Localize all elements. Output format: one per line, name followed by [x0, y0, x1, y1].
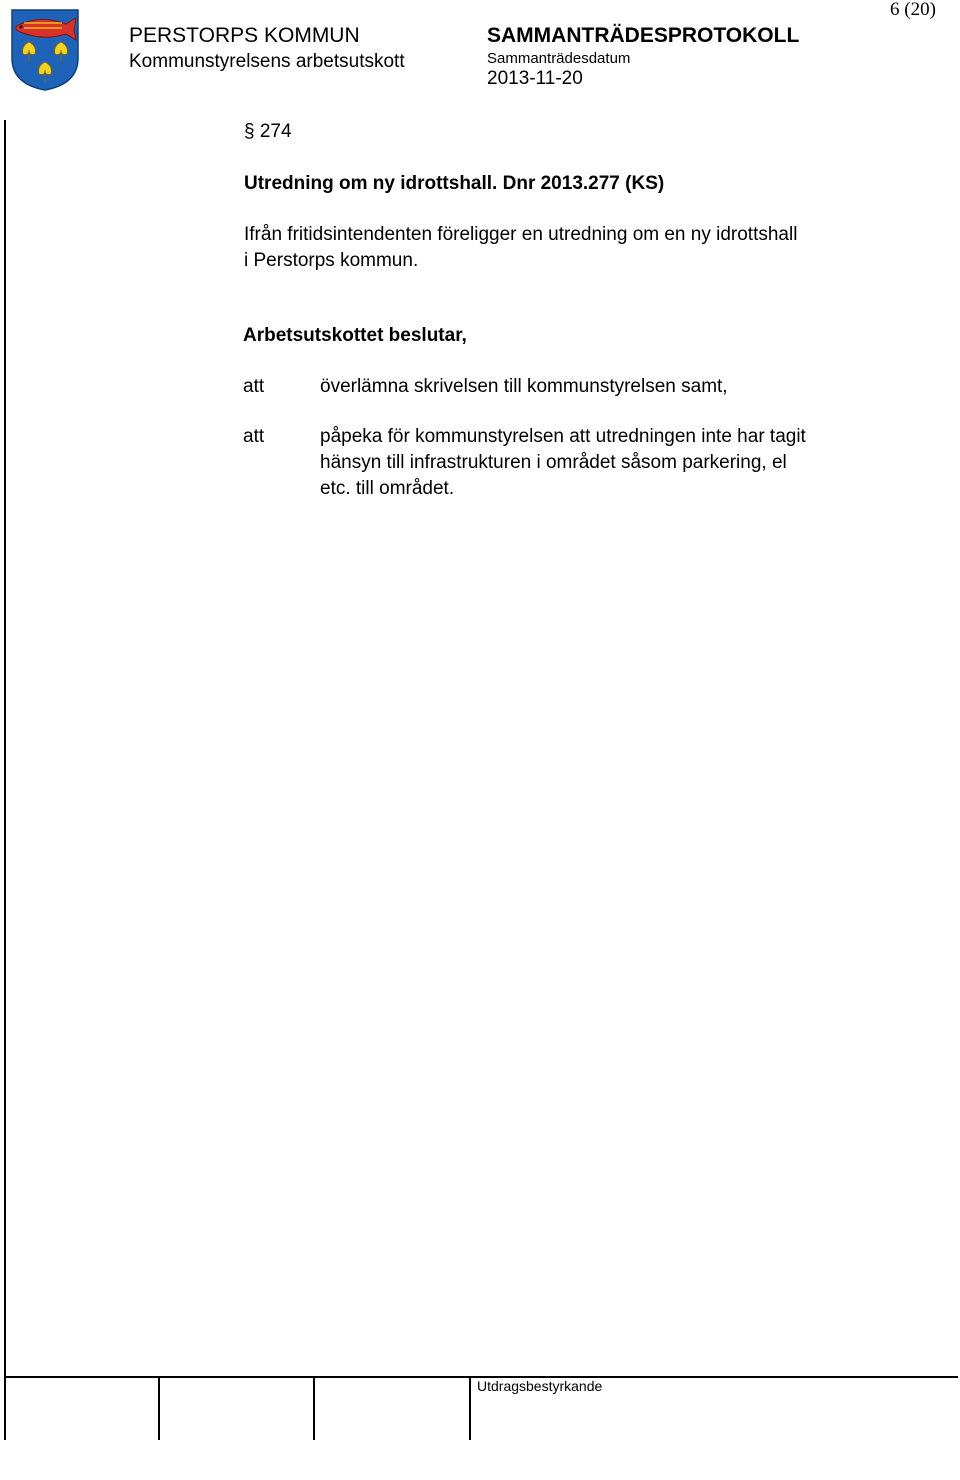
document-type-title: SAMMANTRÄDESPROTOKOLL	[487, 24, 800, 47]
committee-name: Kommunstyrelsens arbetsutskott	[129, 51, 405, 72]
decision-text-line: överlämna skrivelsen till kommunstyrelsen samt,	[320, 376, 728, 397]
signature-box-divider	[158, 1376, 160, 1440]
decision-heading: Arbetsutskottet beslutar,	[243, 325, 467, 346]
decision-text-line: etc. till området.	[320, 478, 455, 499]
intro-text-line: Ifrån fritidsintendenten föreligger en utredning om en ny idrottshall	[244, 224, 798, 245]
certification-label: Utdragsbestyrkande	[477, 1378, 603, 1394]
municipality-crest-logo	[10, 8, 80, 92]
signature-box-divider	[313, 1376, 315, 1440]
meeting-date-value: 2013-11-20	[487, 68, 583, 89]
municipality-name: PERSTORPS KOMMUN	[129, 24, 360, 47]
decision-text-line: påpeka för kommunstyrelsen att utredningen inte har tagit	[320, 426, 806, 447]
intro-text-line: i Perstorps kommun.	[244, 250, 419, 271]
page-number: 6 (20)	[890, 0, 936, 20]
decision-text-line: hänsyn till infrastrukturen i området såsom parkering, el	[320, 452, 787, 473]
left-margin-line	[4, 120, 6, 1440]
paragraph-number: § 274	[244, 121, 292, 142]
meeting-date-label: Sammanträdesdatum	[487, 50, 631, 67]
decision-marker: att	[243, 426, 265, 447]
signature-box-divider	[469, 1376, 471, 1440]
item-title: Utredning om ny idrottshall. Dnr 2013.277 (KS)	[244, 173, 665, 194]
decision-marker: att	[243, 376, 265, 397]
